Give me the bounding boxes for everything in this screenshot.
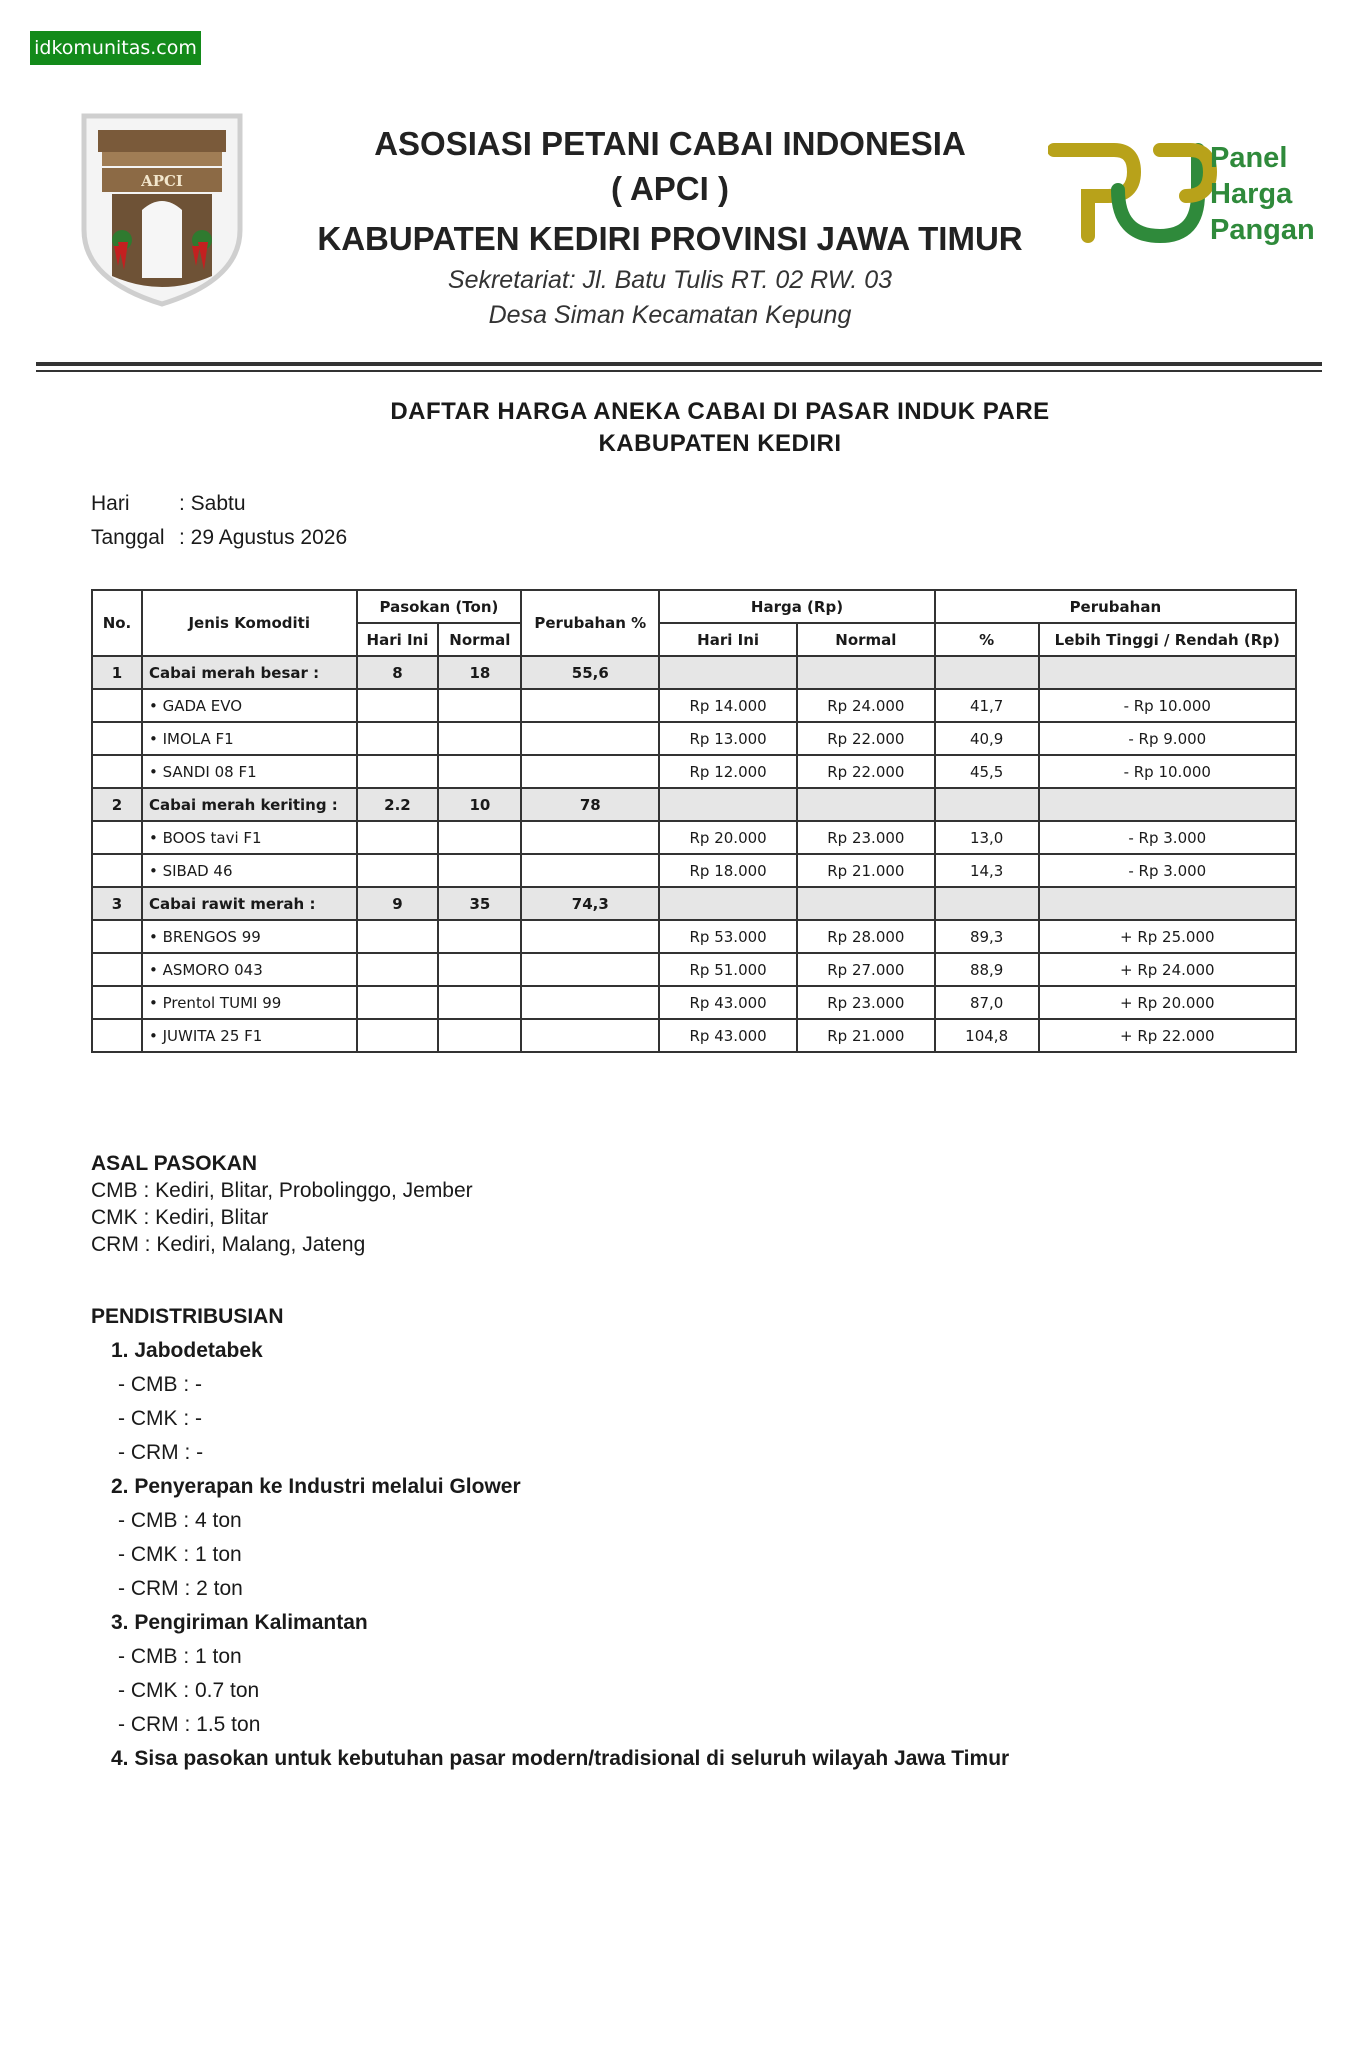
cell-harga-normal — [797, 887, 935, 920]
cell-pasokan-hari-ini: 9 — [357, 887, 439, 920]
cell-pct: 45,5 — [935, 755, 1039, 788]
cell-harga-hari-ini: Rp 53.000 — [659, 920, 797, 953]
cell-pasokan-hari-ini — [357, 1019, 439, 1052]
distribusi-item: - CMK : - — [118, 1407, 202, 1430]
cell-pasokan-normal — [438, 722, 521, 755]
cell-pasokan-normal: 18 — [438, 656, 521, 689]
cell-diff — [1039, 887, 1296, 920]
header-divider-thin — [36, 370, 1322, 372]
cell-perubahan-pct — [521, 854, 659, 887]
cell-pasokan-normal — [438, 821, 521, 854]
distribusi-item: - CMB : - — [118, 1373, 202, 1396]
cell-pct: 104,8 — [935, 1019, 1039, 1052]
cell-perubahan-pct: 74,3 — [521, 887, 659, 920]
cell-pct: 89,3 — [935, 920, 1039, 953]
table-row — [92, 854, 1296, 887]
cell-komoditi: Cabai merah besar : — [142, 656, 357, 689]
header-perubahan: Perubahan — [935, 590, 1296, 623]
header-harga-hari-ini: Hari Ini — [659, 623, 797, 656]
header-perubahan-sub-rp: Lebih Tinggi / Rendah (Rp) — [1039, 623, 1296, 656]
cell-diff: - Rp 10.000 — [1039, 689, 1296, 722]
cell-diff — [1039, 788, 1296, 821]
cell-pct: 41,7 — [935, 689, 1039, 722]
cell-pasokan-normal — [438, 986, 521, 1019]
cell-diff: + Rp 22.000 — [1039, 1019, 1296, 1052]
cell-no — [92, 722, 142, 755]
cell-harga-hari-ini: Rp 13.000 — [659, 722, 797, 755]
cell-pasokan-normal — [438, 920, 521, 953]
watermark-badge: idkomunitas.com — [30, 31, 201, 65]
cell-diff: - Rp 3.000 — [1039, 854, 1296, 887]
header-pasokan-normal: Normal — [438, 623, 521, 656]
header-pasokan: Pasokan (Ton) — [357, 590, 522, 623]
cell-harga-hari-ini: Rp 20.000 — [659, 821, 797, 854]
cell-pasokan-hari-ini — [357, 689, 439, 722]
cell-pasokan-hari-ini: 8 — [357, 656, 439, 689]
cell-harga-normal: Rp 27.000 — [797, 953, 935, 986]
cell-diff: + Rp 20.000 — [1039, 986, 1296, 1019]
cell-harga-normal — [797, 788, 935, 821]
cell-komoditi: Cabai merah keriting : — [142, 788, 357, 821]
cell-komoditi: • IMOLA F1 — [142, 722, 357, 755]
cell-perubahan-pct — [521, 1019, 659, 1052]
cell-komoditi: • BRENGOS 99 — [142, 920, 357, 953]
header-pasokan-hari-ini: Hari Ini — [357, 623, 439, 656]
distribusi-item: - CMK : 1 ton — [118, 1543, 242, 1566]
cell-pct: 40,9 — [935, 722, 1039, 755]
cell-harga-normal: Rp 28.000 — [797, 920, 935, 953]
header-no: No. — [92, 590, 142, 656]
table-group-row — [92, 656, 1296, 689]
cell-pasokan-normal: 10 — [438, 788, 521, 821]
cell-pasokan-hari-ini — [357, 854, 439, 887]
cell-perubahan-pct — [521, 689, 659, 722]
table-header-row — [92, 590, 1296, 623]
distribusi-heading: 3. Pengiriman Kalimantan — [111, 1611, 368, 1634]
distribusi-item: - CRM : 2 ton — [118, 1577, 243, 1600]
cell-perubahan-pct — [521, 953, 659, 986]
cell-pasokan-normal — [438, 689, 521, 722]
cell-harga-normal: Rp 22.000 — [797, 722, 935, 755]
cell-harga-hari-ini: Rp 51.000 — [659, 953, 797, 986]
cell-harga-hari-ini — [659, 656, 797, 689]
date-value: : 29 Agustus 2026 — [179, 526, 348, 549]
table-row — [92, 722, 1296, 755]
apci-logo-text: APCI — [141, 172, 183, 190]
cell-pct — [935, 887, 1039, 920]
table-row — [92, 821, 1296, 854]
cell-harga-normal — [797, 656, 935, 689]
org-abbrev: ( APCI ) — [611, 170, 729, 207]
cell-diff: - Rp 10.000 — [1039, 755, 1296, 788]
cell-perubahan-pct: 55,6 — [521, 656, 659, 689]
distribusi-heading: 1. Jabodetabek — [111, 1339, 263, 1362]
cell-pasokan-normal — [438, 854, 521, 887]
cell-no — [92, 986, 142, 1019]
cell-komoditi: Cabai rawit merah : — [142, 887, 357, 920]
cell-perubahan-pct — [521, 920, 659, 953]
table-row — [92, 1019, 1296, 1052]
cell-harga-hari-ini: Rp 18.000 — [659, 854, 797, 887]
asal-section — [91, 1150, 473, 1258]
date-row — [91, 526, 347, 550]
cell-perubahan-pct: 78 — [521, 788, 659, 821]
cell-pct: 88,9 — [935, 953, 1039, 986]
cell-pasokan-normal: 35 — [438, 887, 521, 920]
cell-diff — [1039, 656, 1296, 689]
asal-line: CMB : Kediri, Blitar, Probolinggo, Jember — [91, 1179, 473, 1202]
cell-no — [92, 920, 142, 953]
document-title: DAFTAR HARGA ANEKA CABAI DI PASAR INDUK PARE — [390, 398, 1050, 425]
cell-harga-normal: Rp 22.000 — [797, 755, 935, 788]
cell-perubahan-pct — [521, 722, 659, 755]
address-line-1: Sekretariat: Jl. Batu Tulis RT. 02 RW. 03 — [447, 266, 893, 294]
header-divider — [36, 362, 1322, 366]
cell-pct: 13,0 — [935, 821, 1039, 854]
cell-komoditi: • GADA EVO — [142, 689, 357, 722]
logo-word-harga: Harga — [1210, 178, 1293, 210]
cell-diff: - Rp 3.000 — [1039, 821, 1296, 854]
header-harga: Harga (Rp) — [659, 590, 935, 623]
cell-pasokan-hari-ini — [357, 821, 439, 854]
cell-perubahan-pct — [521, 755, 659, 788]
cell-komoditi: • SIBAD 46 — [142, 854, 357, 887]
day-row — [91, 492, 246, 516]
cell-pct — [935, 788, 1039, 821]
day-value: : Sabtu — [179, 492, 246, 515]
cell-perubahan-pct — [521, 821, 659, 854]
cell-perubahan-pct — [521, 986, 659, 1019]
cell-pasokan-normal — [438, 953, 521, 986]
apci-logo — [78, 110, 246, 308]
cell-komoditi: • ASMORO 043 — [142, 953, 357, 986]
table-row — [92, 755, 1296, 788]
distribusi-section — [91, 1300, 1009, 1776]
asal-line: CMK : Kediri, Blitar — [91, 1206, 269, 1229]
table-group-row — [92, 887, 1296, 920]
table-row — [92, 689, 1296, 722]
cell-harga-hari-ini: Rp 43.000 — [659, 986, 797, 1019]
cell-no — [92, 689, 142, 722]
cell-harga-hari-ini: Rp 14.000 — [659, 689, 797, 722]
cell-harga-normal: Rp 23.000 — [797, 821, 935, 854]
distribusi-title: PENDISTRIBUSIAN — [91, 1305, 284, 1328]
asal-title: ASAL PASOKAN — [91, 1152, 258, 1175]
price-table — [91, 589, 1297, 1053]
cell-no — [92, 755, 142, 788]
distribusi-item: - CMB : 4 ton — [118, 1509, 242, 1532]
cell-no: 2 — [92, 788, 142, 821]
cell-no — [92, 953, 142, 986]
cell-pasokan-normal — [438, 755, 521, 788]
header-perubahan-sub-pct: % — [935, 623, 1039, 656]
cell-pct: 87,0 — [935, 986, 1039, 1019]
cell-komoditi: • SANDI 08 F1 — [142, 755, 357, 788]
cell-diff: + Rp 25.000 — [1039, 920, 1296, 953]
cell-harga-hari-ini: Rp 12.000 — [659, 755, 797, 788]
cell-pasokan-normal — [438, 1019, 521, 1052]
table-row — [92, 986, 1296, 1019]
cell-pasokan-hari-ini — [357, 722, 439, 755]
cell-harga-normal: Rp 21.000 — [797, 854, 935, 887]
distribusi-heading: 4. Sisa pasokan untuk kebutuhan pasar modern/tradisional di seluruh wilayah Jawa Timur — [111, 1747, 1010, 1770]
cell-komoditi: • Prentol TUMI 99 — [142, 986, 357, 1019]
distribusi-item: - CRM : 1.5 ton — [118, 1713, 261, 1736]
header-perubahan-pct: Perubahan % — [521, 590, 659, 656]
distribusi-item: - CRM : - — [118, 1441, 204, 1464]
cell-no — [92, 1019, 142, 1052]
cell-pasokan-hari-ini — [357, 755, 439, 788]
cell-pct — [935, 656, 1039, 689]
cell-no — [92, 821, 142, 854]
asal-line: CRM : Kediri, Malang, Jateng — [91, 1233, 366, 1256]
cell-harga-hari-ini — [659, 887, 797, 920]
cell-komoditi: • JUWITA 25 F1 — [142, 1019, 357, 1052]
table-row — [92, 920, 1296, 953]
cell-harga-normal: Rp 23.000 — [797, 986, 935, 1019]
cell-harga-normal: Rp 21.000 — [797, 1019, 935, 1052]
cell-harga-normal: Rp 24.000 — [797, 689, 935, 722]
address-line-2: Desa Siman Kecamatan Kepung — [488, 301, 852, 329]
distribusi-heading: 2. Penyerapan ke Industri melalui Glower — [111, 1475, 521, 1498]
cell-harga-hari-ini — [659, 788, 797, 821]
logo-word-pangan: Pangan — [1210, 214, 1315, 246]
cell-pasokan-hari-ini — [357, 953, 439, 986]
cell-no: 3 — [92, 887, 142, 920]
cell-pasokan-hari-ini — [357, 986, 439, 1019]
cell-no: 1 — [92, 656, 142, 689]
cell-pasokan-hari-ini: 2.2 — [357, 788, 439, 821]
header-komoditi: Jenis Komoditi — [142, 590, 357, 656]
cell-harga-hari-ini: Rp 43.000 — [659, 1019, 797, 1052]
cell-diff: - Rp 9.000 — [1039, 722, 1296, 755]
cell-pct: 14,3 — [935, 854, 1039, 887]
table-group-row — [92, 788, 1296, 821]
price-table-body — [92, 656, 1296, 1052]
cell-no — [92, 854, 142, 887]
document-subtitle: KABUPATEN KEDIRI — [598, 430, 842, 457]
distribusi-item: - CMK : 0.7 ton — [118, 1679, 260, 1702]
cell-komoditi: • BOOS tavi F1 — [142, 821, 357, 854]
org-region: KABUPATEN KEDIRI PROVINSI JAWA TIMUR — [317, 220, 1023, 257]
distribusi-item: - CMB : 1 ton — [118, 1645, 242, 1668]
cell-pasokan-hari-ini — [357, 920, 439, 953]
org-name: ASOSIASI PETANI CABAI INDONESIA — [374, 125, 966, 162]
day-label: Hari — [91, 492, 130, 515]
panel-harga-pangan-text — [1210, 140, 1315, 248]
logo-word-panel: Panel — [1210, 142, 1288, 174]
date-label: Tanggal — [91, 526, 165, 549]
table-row — [92, 953, 1296, 986]
header-harga-normal: Normal — [797, 623, 935, 656]
cell-diff: + Rp 24.000 — [1039, 953, 1296, 986]
